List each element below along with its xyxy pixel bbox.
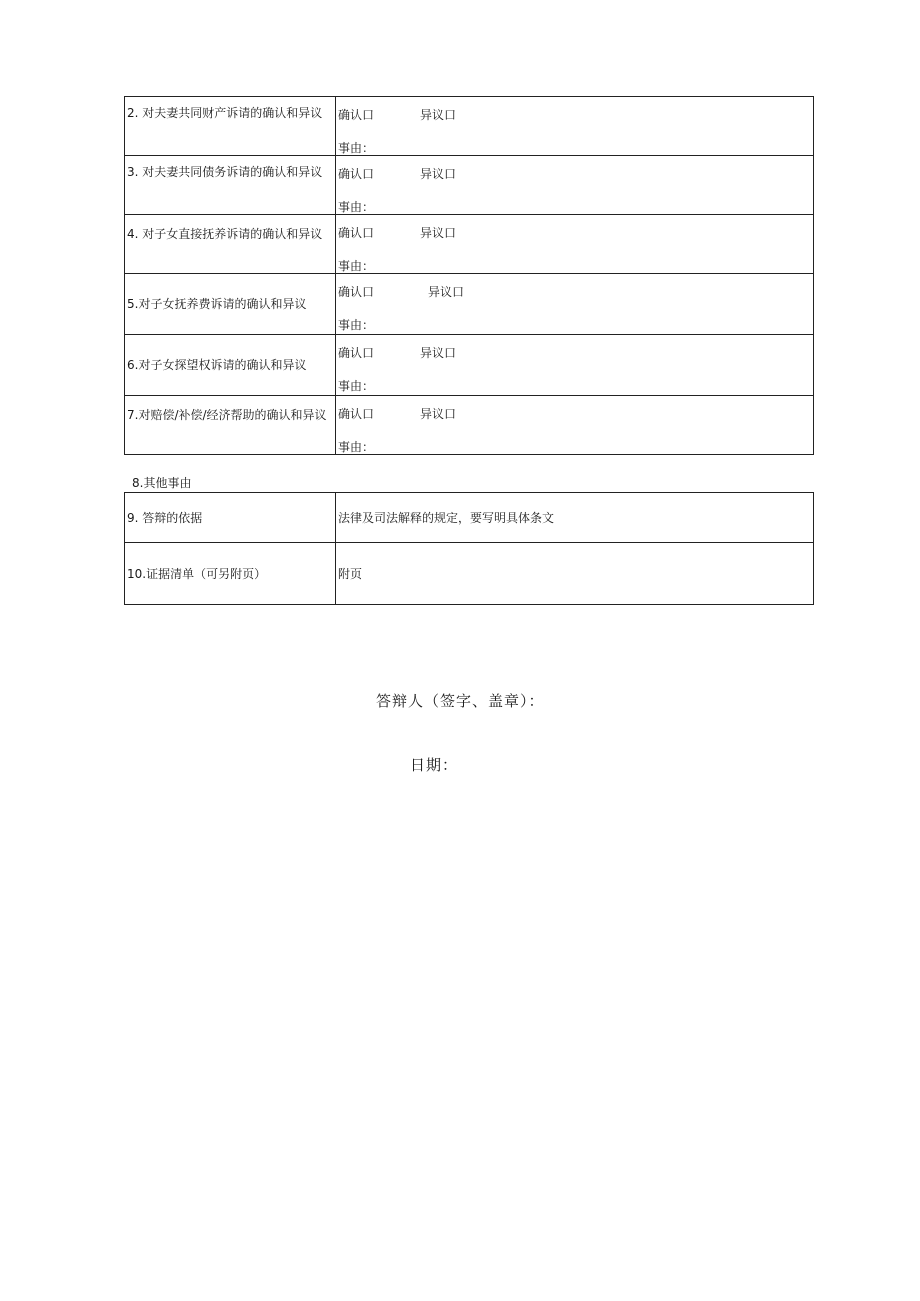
row-answer-cell[interactable] [336, 97, 814, 156]
confirm-checkbox[interactable]: 确认口 [338, 346, 375, 360]
confirm-checkbox[interactable]: 确认口 [338, 285, 375, 299]
row-label: 3. 对夫妻共同债务诉请的确认和异议 [127, 165, 323, 179]
row-answer-cell[interactable] [336, 215, 814, 274]
reason-label: 事由： [338, 200, 375, 214]
confirm-checkbox[interactable]: 确认口 [338, 407, 375, 421]
basis-value[interactable]: 法律及司法解释的规定，要写明具体条文 [336, 493, 814, 543]
reason-label: 事由： [338, 379, 375, 393]
row-answer-cell[interactable] [336, 156, 814, 215]
row-label-cell [125, 215, 336, 274]
evidence-value[interactable]: 附页 [336, 543, 814, 605]
other-reasons-heading: 8.其他事由 [132, 476, 192, 490]
objection-checkbox[interactable]: 异议口 [420, 346, 457, 360]
evidence-label: 10.证据清单（可另附页） [125, 543, 336, 605]
row-answer-cell[interactable] [336, 274, 814, 335]
row-label-cell [125, 156, 336, 215]
table-row [125, 493, 814, 543]
objection-checkbox[interactable]: 异议口 [420, 226, 457, 240]
row-label-cell [125, 396, 336, 455]
reason-label: 事由： [338, 259, 375, 273]
row-label-cell [125, 335, 336, 396]
table-row [125, 215, 814, 274]
objection-checkbox[interactable]: 异议口 [420, 167, 457, 181]
row-label: 7.对赔偿/补偿/经济帮助的确认和异议 [127, 408, 327, 422]
date-line: 日期： [410, 756, 459, 774]
table-row [125, 335, 814, 396]
row-label: 2. 对夫妻共同财产诉请的确认和异议 [127, 106, 323, 120]
objection-checkbox[interactable]: 异议口 [420, 407, 457, 421]
response-table [124, 96, 814, 455]
row-label: 6.对子女探望权诉请的确认和异议 [127, 358, 307, 372]
confirm-checkbox[interactable]: 确认口 [338, 167, 375, 181]
confirm-checkbox[interactable]: 确认口 [338, 226, 375, 240]
table-row [125, 274, 814, 335]
row-label-cell [125, 97, 336, 156]
table-row [125, 97, 814, 156]
signature-line: 答辩人（签字、盖章）： [376, 692, 545, 710]
row-answer-cell[interactable] [336, 335, 814, 396]
objection-checkbox[interactable]: 异议口 [420, 108, 457, 122]
row-label: 5.对子女抚养费诉请的确认和异议 [127, 297, 307, 311]
table-row [125, 156, 814, 215]
objection-checkbox[interactable]: 异议口 [428, 285, 465, 299]
table-row [125, 543, 814, 605]
row-answer-cell[interactable] [336, 396, 814, 455]
basis-evidence-table [124, 492, 814, 605]
reason-label: 事由： [338, 141, 375, 155]
row-label: 4. 对子女直接抚养诉请的确认和异议 [127, 227, 323, 241]
reason-label: 事由： [338, 318, 375, 332]
basis-label: 9. 答辩的依据 [125, 493, 336, 543]
table-row [125, 396, 814, 455]
reason-label: 事由： [338, 440, 375, 454]
row-label-cell [125, 274, 336, 335]
confirm-checkbox[interactable]: 确认口 [338, 108, 375, 122]
